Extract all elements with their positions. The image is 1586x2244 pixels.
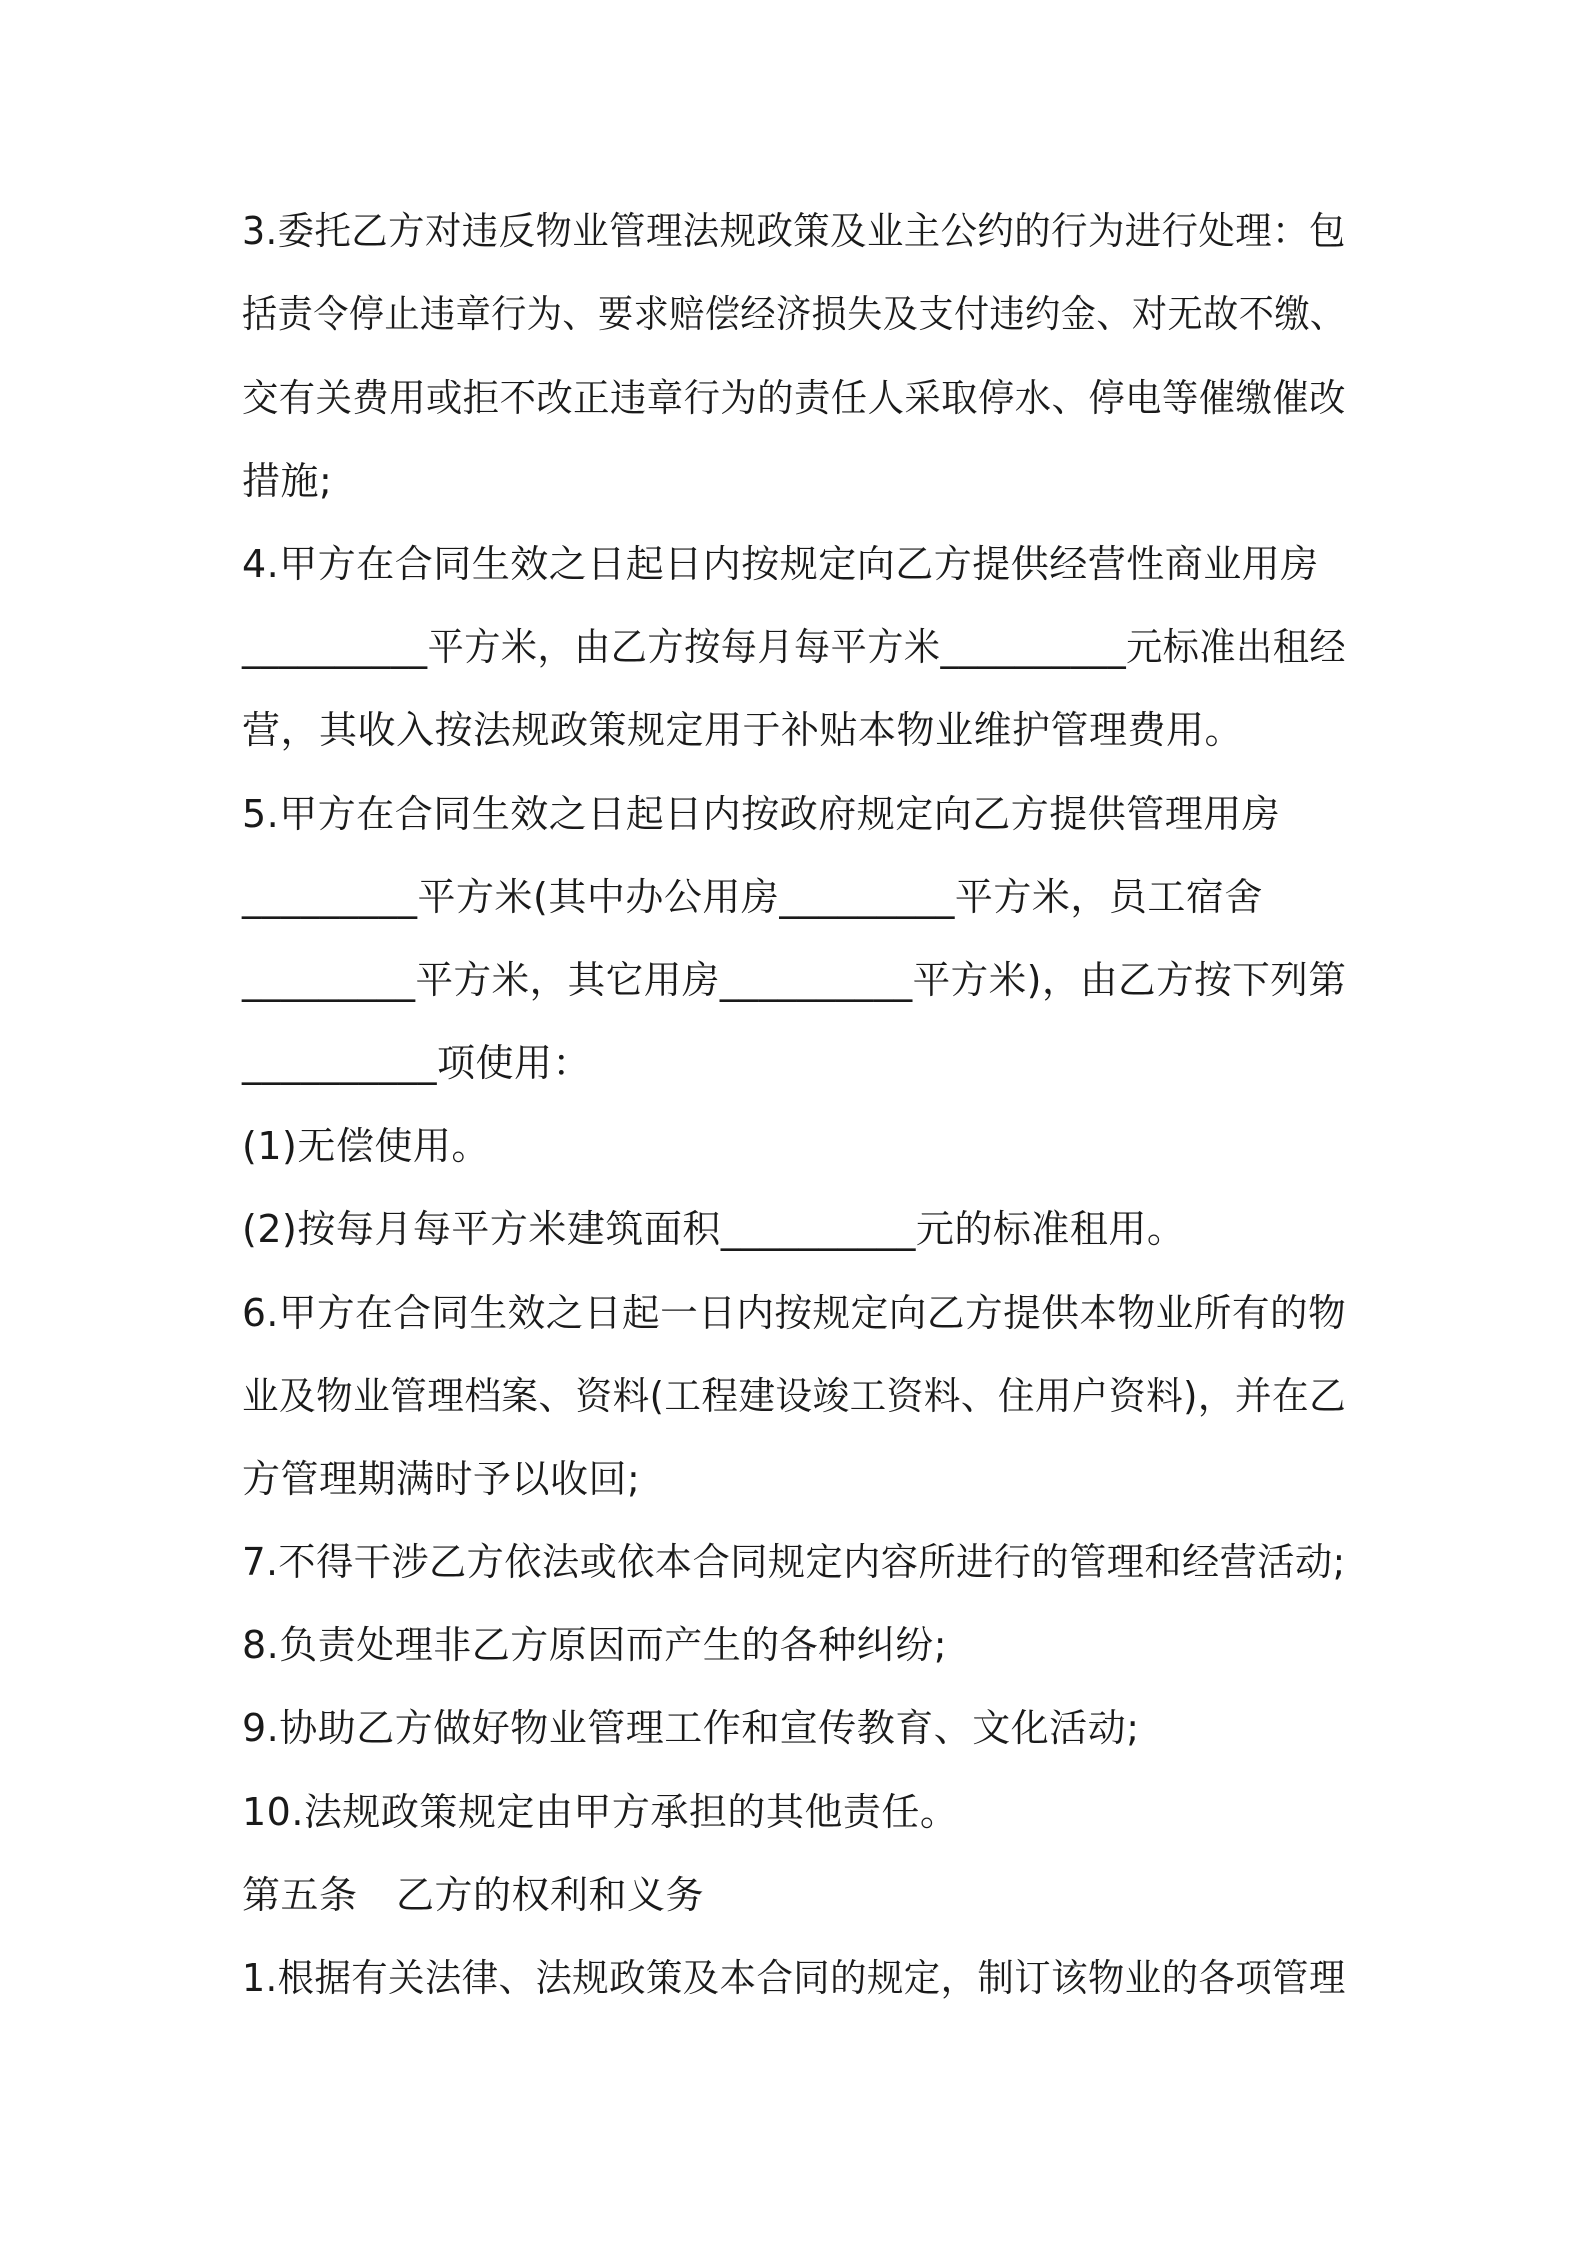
clause-4-3-line-4: 措施; [242, 459, 333, 503]
clause-4-6-line-2: 业及物业管理档案、资料(工程建设竣工资料、住用户资料)，并在乙 [242, 1374, 1347, 1418]
clause-4-3-line-2: 括责令停止违章行为、要求赔偿经济损失及支付违约金、对无故不缴、 [242, 292, 1346, 336]
clause-4-6-line-1: 6.甲方在合同生效之日起一日内按规定向乙方提供本物业所有的物 [242, 1291, 1347, 1335]
clause-4-4-line-1: 4.甲方在合同生效之日起日内按规定向乙方提供经营性商业用房 [242, 542, 1319, 586]
clause-4-4-line-2: __________平方米，由乙方按每月每平方米__________元标准出租经 [242, 625, 1346, 669]
clause-4-5-option-1: (1)无偿使用。 [242, 1124, 490, 1168]
article-5-heading: 第五条 乙方的权利和义务 [242, 1873, 705, 1917]
clause-4-3-line-3: 交有关费用或拒不改正违章行为的责任人采取停水、停电等催缴催改 [242, 376, 1346, 420]
clause-4-9: 9.协助乙方做好物业管理工作和宣传教育、文化活动; [242, 1706, 1140, 1750]
clause-4-5-line-3: _________平方米，其它用房__________平方米)，由乙方按下列第 [242, 958, 1347, 1002]
clause-4-5-line-1: 5.甲方在合同生效之日起日内按政府规定向乙方提供管理用房 [242, 792, 1281, 836]
clause-4-5-line-2: _________平方米(其中办公用房_________平方米，员工宿舍 [242, 875, 1263, 919]
clause-4-7: 7.不得干涉乙方依法或依本合同规定内容所进行的管理和经营活动; [242, 1540, 1346, 1584]
clause-4-3-line-1: 3.委托乙方对违反物业管理法规政策及业主公约的行为进行处理：包 [242, 209, 1346, 253]
clause-5-1-line-1: 1.根据有关法律、法规政策及本合同的规定，制订该物业的各项管理 [242, 1956, 1346, 2000]
clause-4-6-line-3: 方管理期满时予以收回; [242, 1457, 641, 1501]
clause-4-5-option-2: (2)按每月每平方米建筑面积__________元的标准租用。 [242, 1207, 1186, 1251]
clause-4-5-line-4: __________项使用： [242, 1041, 592, 1085]
clause-4-4-line-3: 营，其收入按法规政策规定用于补贴本物业维护管理费用。 [242, 708, 1244, 752]
clause-4-10: 10.法规政策规定由甲方承担的其他责任。 [242, 1790, 959, 1834]
clause-4-8: 8.负责处理非乙方原因而产生的各种纠纷; [242, 1623, 948, 1667]
